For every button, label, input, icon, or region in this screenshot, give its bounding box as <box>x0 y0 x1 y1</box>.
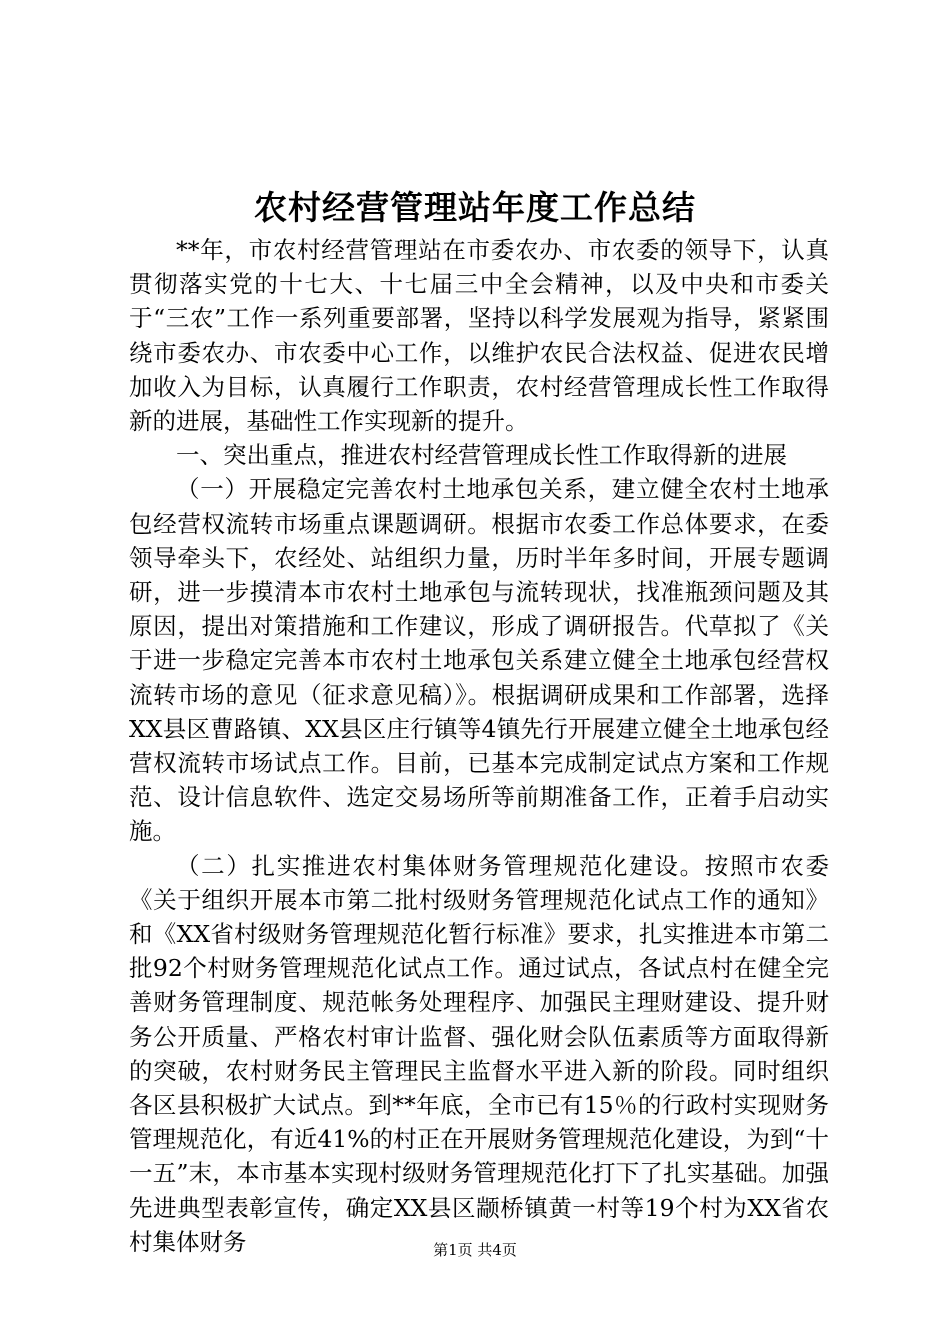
paragraph-finance-management: （二）扎实推进农村集体财务管理规范化建设。按照市农委《关于组织开展本市第二批村级财务管理规范化试点工作的通知》和《XX省村级财务管理规范化暂行标准》要求，扎实推进本市第二批92个村财务管理规范化试点工作。通过试点，各试点村在健全完善财务管理制度、规范帐务处理程序、加强民主理财建设、提升财务公开质量、严格农村审计监督、强化财会队伍素质等方面取得新的突破，农村财务民主管理民主监督水平进入新的阶段。同时组织各区县积极扩大试点。到**年底，全市已有15％的行政村实现财务管理规范化，有近41%的村正在开展财务管理规范化建设，为到“十一五”末，本市基本实现村级财务管理规范化打下了扎实基础。加强先进典型表彰宣传，确定XX县区颛桥镇黄一村等19个村为XX省农村集体财务 <box>129 851 829 1256</box>
page-footer: 第1页 共4页 <box>433 1241 517 1259</box>
document-body <box>129 233 829 1259</box>
paragraph-intro: **年，市农村经营管理站在市委农办、市农委的领导下，认真贯彻落实党的十七大、十七届三中全会精神，以及中央和市委关于“三农”工作一系列重要部署，坚持以科学发展观为指导，紧紧围绕市委农办、市农委中心工作，以维护农民合法权益、促进农民增加收入为目标，认真履行工作职责，农村经营管理成长性工作取得新的进展，基础性工作实现新的提升。 <box>129 236 829 436</box>
section-heading-1: 一、突出重点，推进农村经营管理成长性工作取得新的进展 <box>176 441 787 470</box>
paragraph-land-contract: （一）开展稳定完善农村土地承包关系，建立健全农村土地承包经营权流转市场重点课题调研。根据市农委工作总体要求，在委领导牵头下，农经处、站组织力量，历时半年多时间，开展专题调研，进一步摸清本市农村土地承包与流转现状，找准瓶颈问题及其原因，提出对策措施和工作建议，形成了调研报告。代草拟了《关于进一步稳定完善本市农村土地承包关系建立健全土地承包经营权流转市场的意见（征求意见稿）》。根据调研成果和工作部署，选择XX县区曹路镇、XX县区庄行镇等4镇先行开展建立健全土地承包经营权流转市场试点工作。目前，已基本完成制定试点方案和工作规范、设计信息软件、选定交易场所等前期准备工作，正着手启动实施。 <box>129 475 829 846</box>
document-title: 农村经营管理站年度工作总结 <box>254 188 696 227</box>
